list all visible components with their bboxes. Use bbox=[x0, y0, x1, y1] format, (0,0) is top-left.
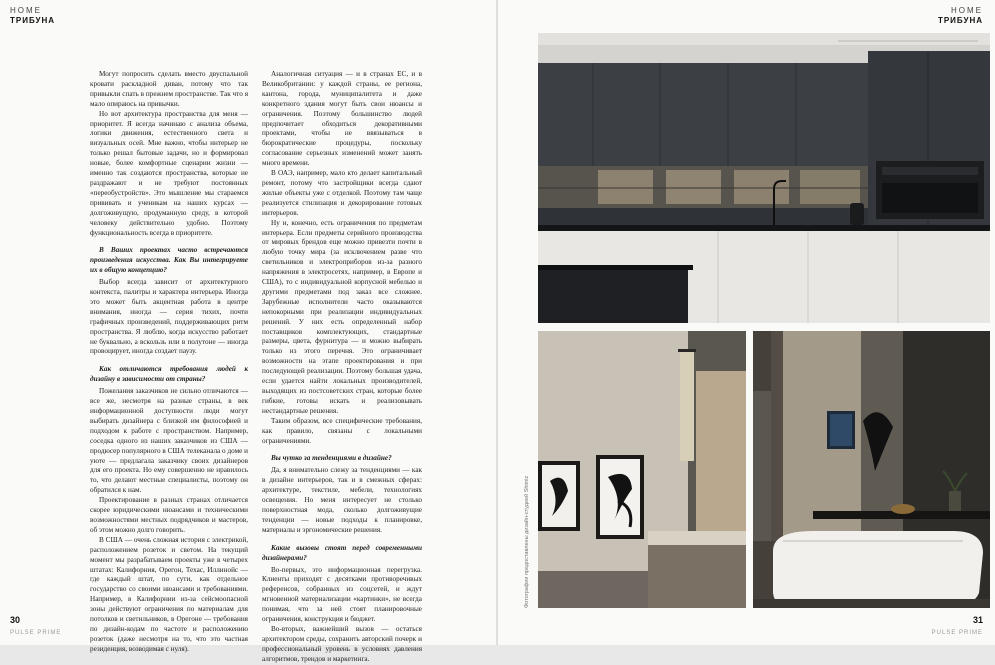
paragraph: Да, я внимательно слежу за тенденциями — как в дизайне интерьеров, так и в смежных сферах: архитектуре, текстиле, мебели, технологиях освещения. Но меня интересует не столько поверхностная мода, сколько долгоживущие тенденции — новые подходы к планировке, материалы и эргономические решения. bbox=[262, 466, 422, 534]
page-number-left: 30 bbox=[10, 615, 21, 625]
section-label: HOME bbox=[10, 6, 42, 15]
paragraph: Во-вторых, важнейший вызов — остаться архитектором среды, сохранить авторский почерк и профессиональный уровень в условиях давления алгоритмов, трендов и маркетинга. bbox=[262, 624, 422, 663]
paragraph: Таким образом, все специфические требования, как правило, связаны с локальными ограничениями. bbox=[262, 416, 422, 445]
paragraph: В США — очень сложная история с электрикой, расположением розеток и светом. На текущий момент мы разрабатываем проекты уже в четырех штатах: Калифорния, Орегон, Техас, Иллинойс — где каждый штат, по сути, как отдельное государство со своими нюансами и требованиями. Например, в Калифорнии из-за сейсмоопасной зоны действуют ограничения по материалам для потолков и светильников, в Орегоне — требования по дизайн-кодам по частоте и расположению розеток (даже несмотря на то, что это частная резиденция, возводимая с нуля). bbox=[90, 535, 248, 653]
interview-question: Вы чутко за тенденциями в дизайне? bbox=[271, 454, 392, 463]
text-column-1 bbox=[90, 70, 248, 655]
photo-credit: Фотографии предоставлены дизайн-студией Shimiz bbox=[524, 475, 530, 608]
paragraph: Пожелания заказчиков не сильно отличаются — все же, несмотря на разные страны, в век информационной доступности люди могут выбирать дизайнера с близкой им философией и подходом к работе с пространством. Например, соседка одного из наших заказчиков из США — продюсер популярного в США телеканала о доме и уюте — предлагала заказчику своих дизайнеров для его проекта. Но ему совершенно не нравилось то, что делают местные специалисты, поэтому он обратился к нам. bbox=[90, 387, 248, 495]
brand-label-right: PULSE PRIME bbox=[931, 630, 983, 636]
interview-question: Как отличаются требования людей к дизайну в зависимости от страны? bbox=[90, 365, 248, 384]
interview-question: Какие вызовы стоят перед современными дизайнерами? bbox=[262, 543, 422, 562]
brand-label-left: PULSE PRIME bbox=[10, 630, 62, 636]
rubric-label: ТРИБУНА bbox=[10, 16, 56, 25]
paragraph: В ОАЭ, например, мало кто делает капитальный ремонт, потому что застройщики всегда сдают жилые объекты уже с отделкой. Поэтому там чаще реализуется стилизация и декорирование готовых интерьеров. bbox=[262, 169, 422, 217]
rubric-label-right: ТРИБУНА bbox=[937, 16, 983, 25]
section-label-right: HOME bbox=[951, 6, 983, 15]
paragraph: Проектирование в разных странах отличается скорее юридическими нюансами и техническими возможностями местных подрядчиков и мастеров, об этом можно долго говорить. bbox=[90, 496, 248, 534]
text-column-2 bbox=[262, 70, 422, 665]
bathroom-photo bbox=[753, 331, 990, 608]
paragraph: Но вот архитектура пространства для меня — приоритет. Я всегда начинаю с анализа объема, логики движения, естественного света и визуальных осей. Мне важно, чтобы интерьер не только решал бытовые задачи, но и формировал новые, более комфортные сценарии жизни — именно так создаются пространства, которые не раздражают и не требуют постоянных «переобустройств». Это мышление мы стараемся прививать и ученикам на наших курсах — долгоживущую, продуманную среду, в которой человеку действительно удобно. Поэтому функциональность всегда в приоритете. bbox=[90, 109, 248, 237]
paragraph: Аналогичная ситуация — и в странах ЕС, и в Великобритании: у каждой страны, ее региона, кантона, города, муниципалитета и даже конкретного здания могут быть свои нюансы и ограничения. Поэтому большинство людей предпочитает обходиться декоративными проектами, чтобы не ввязываться в бюрократические процедуры, поскольку согласование серьезных изменений может занять много времени. bbox=[262, 70, 422, 168]
paragraph: Выбор всегда зависит от архитектурного контекста, палитры и характера интерьера. Иногда это может быть акцентная работа в центре внимания, иногда — серия тихих, почти графичных произведений, поддерживающих ритм пространства. Я люблю, когда искусство работает не буквально, а вскользь или в полутоне — иногда провоцирует, иногда создает паузу. bbox=[90, 278, 248, 356]
kitchen-photo bbox=[538, 33, 990, 323]
paragraph: Могут попросить сделать вместо двуспальной кровати раскладной диван, потому что так привыкли спать в прежнем пространстве. Так что я мало опираюсь на привычки. bbox=[90, 70, 248, 108]
interview-question: В Ваших проектах часто встречаются произведения искусства. Как Вы интегрируете их в общую концепцию? bbox=[90, 246, 248, 275]
bedroom-photo bbox=[538, 331, 746, 608]
paragraph: Во-первых, это информационная перегрузка. Клиенты приходят с десятками противоречивых референсов, собранных из соцсетей, и ждут мгновенной материализации «картинки», не всегда понимая, что за ней стоят планировочные ограничения, конструкция и бюджет. bbox=[262, 565, 422, 624]
paragraph: Ну и, конечно, есть ограничения по предметам интерьера. Если предметы серийного производства от мировых брендов еще можно привезти почти в любую точку мира (за исключением разве что светильников и электроприборов из-за разного напряжения в электросетях, например, в Европе и США), то с индивидуальной корпусной мебелью и другими предметами под заказ все сложнее. Зарубежные исполнители часто оказываются непокорными при реализации индивидуальных решений. У них есть определенный набор поставщиков комплектующих, стандартные размеры, цвета, фурнитура — и можно выбирать только из этого перечня. Это ограничивает возможности на этапе проектирования и при последующей реализации. Поэтому большая удача, если удается найти локальных производителей, выходящих из постсоветских стран, которые более гибкие, готовы искать и реализовывать нестандартные решения. bbox=[262, 218, 422, 415]
left-page bbox=[0, 0, 497, 663]
page-number-right: 31 bbox=[972, 615, 983, 625]
